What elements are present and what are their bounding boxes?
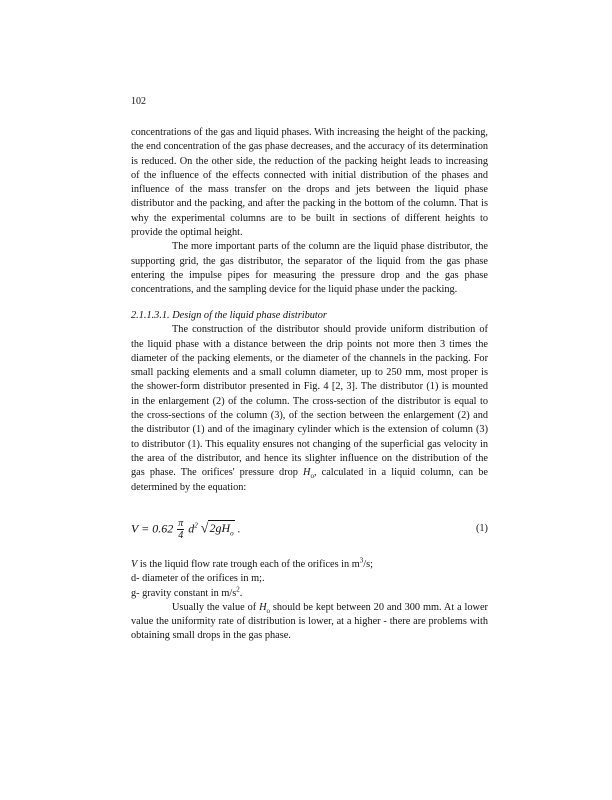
definition-v (131, 558, 488, 572)
paragraph-ho-range (131, 601, 488, 644)
def-v-sup: 3 (359, 556, 364, 565)
var-h: H (303, 467, 311, 479)
definitions-block (131, 558, 488, 644)
sqrt-icon: √ (200, 521, 209, 537)
equation-row (131, 514, 488, 544)
paragraph-column-parts: The more important parts of the column are the liquid phase distributor, the supporting grid, the gas distributor, the separator of the liquid from the gas phase entering the impulse pipes for measuring the pressure drop and the gas phase concentrations, and the sampling device for the liquid phase under the packing. (131, 241, 488, 296)
paragraph-distributor-design (131, 323, 488, 495)
equation-d-power: 2 (194, 521, 198, 530)
var-h-subscript: o (310, 472, 314, 481)
final-var-h-sub: o (266, 606, 270, 615)
def-g-text: g- gravity constant in m/s (131, 587, 237, 599)
equation-lhs: V (131, 521, 139, 536)
equation-d: d (188, 521, 195, 536)
section-block (131, 309, 488, 495)
def-g-end: . (239, 587, 243, 599)
definition-d: d- diameter of the orifices in m;. (131, 573, 265, 585)
sqrt-subscript: o (230, 529, 234, 538)
equation-fraction (177, 518, 184, 541)
def-v-end: /s; (363, 559, 373, 570)
def-g-sup: 2 (236, 585, 240, 594)
fraction-numerator: π (178, 518, 184, 529)
fraction-denominator: 4 (178, 530, 184, 541)
distributor-text-end: , calculated in a liquid column, can be determined by the equation: (131, 467, 488, 493)
distributor-text-start: The construction of the distributor should provide uniform distribution of the liquid phase with a distance between the drip points not more then 3 times the diameter of the packing elements, or the diameter of the channels in the packing. For small packing elements and a small column diameter, up to 250 mm, most proper is the shower-form distributor presented in Fig. 4 [2, 3]. The distributor (1) is mounted in the enlargement (2) of the column. The cross-section of the distributor is equal to the cross-sections of the column (3), of the section between the enlargement (2) and the distributor (1) and of the imaginary cylinder which is the extension of column (3) to distributor (1). This equality ensures not changing of the superficial gas velocity in the area of the distributor, and hence its slighter influence on the distribution of the gas phase. The orifices' pressure drop (131, 324, 488, 479)
final-text-start: Usually the value of (172, 601, 260, 613)
final-var-h: H (259, 601, 267, 613)
sqrt-expression: 2gH (209, 521, 231, 536)
page-number: 102 (131, 96, 146, 107)
def-v-symbol: V (131, 559, 138, 570)
section-heading: 2.1.1.3.1. Design of the liquid phase distributor (131, 310, 327, 321)
equation-tail: . (237, 521, 241, 536)
intro-text-block (131, 126, 488, 298)
final-text-end: should be kept between 20 and 300 mm. At a lower value the uniformity rate of distribution is lower, at a higher - there are problems with obtaining small drops in the gas phase. (131, 601, 488, 642)
definition-g (131, 587, 488, 601)
def-v-text: is the liquid flow rate trough each of the orifices in m (137, 559, 360, 570)
equation-coefficient: = 0.62 (141, 521, 174, 536)
paragraph-continuation: concentrations of the gas and liquid phases. With increasing the height of the packing, the end concentration of the gas phase decreases, and the accuracy of its determination is reduced. On the other side, the reduction of the packing height leads to increasing of the influence of the effects connected with initial distribution of the phases and influence of the mass transfer on the drops and jets between the liquid phase distributor and the packing, and after the packing in the bottom of the column. That is why the experimental columns are to be built in sections of different heights to provide the optimal height. (131, 127, 488, 239)
sqrt-content (208, 520, 234, 538)
equation-number: (1) (475, 523, 488, 534)
equation (131, 518, 241, 541)
